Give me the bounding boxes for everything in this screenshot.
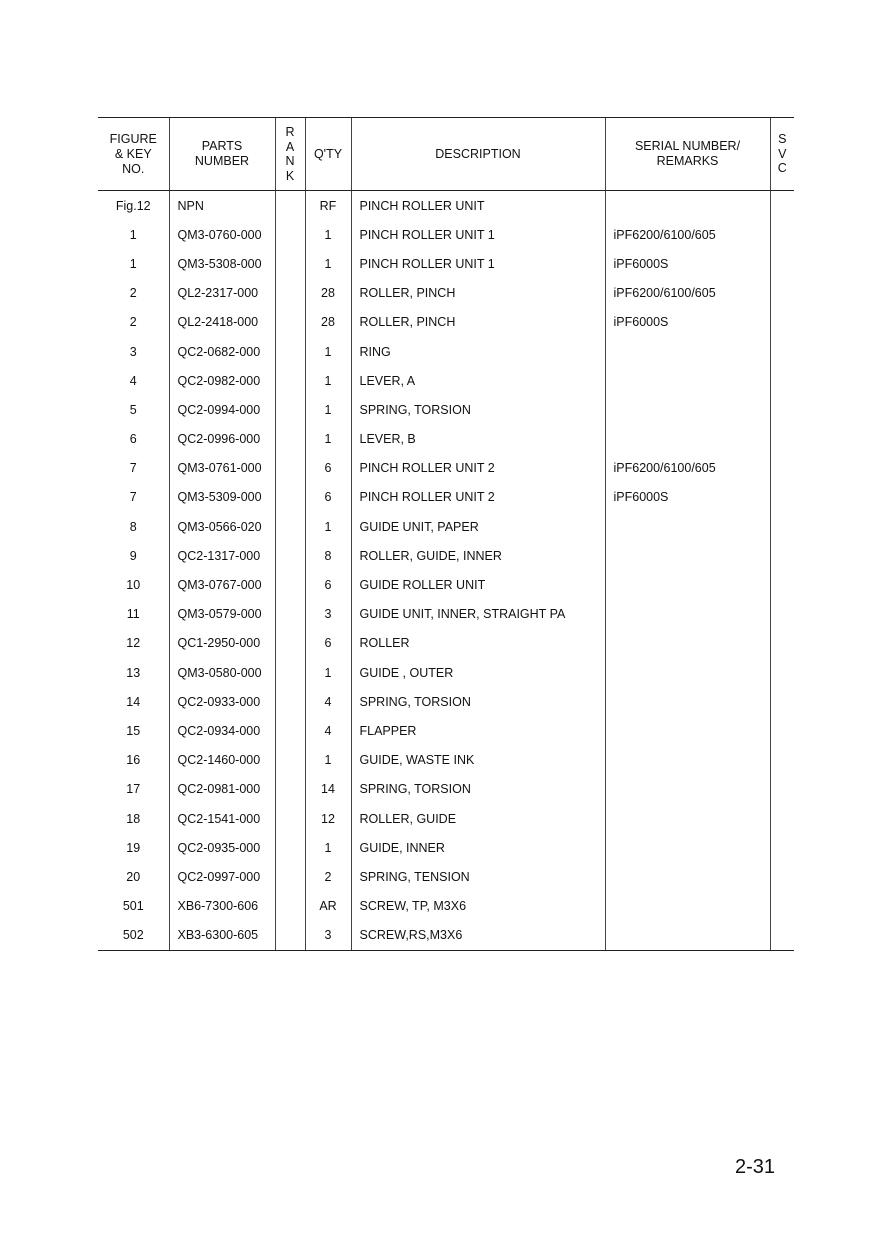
table-row: [98, 454, 794, 483]
rank-cell: [275, 629, 305, 658]
table-row: [98, 249, 794, 278]
description-cell: GUIDE , OUTER: [351, 658, 605, 687]
description-cell: GUIDE ROLLER UNIT: [351, 570, 605, 599]
figure-key-cell: 502: [98, 921, 169, 951]
figure-key-cell: 2: [129, 286, 137, 301]
serial-remarks-cell: [605, 337, 770, 366]
description-cell: ROLLER, GUIDE, INNER: [351, 541, 605, 570]
table-row: [98, 921, 794, 951]
part-number-cell: QC2-0996-000: [169, 425, 275, 454]
svc-cell: [770, 862, 794, 891]
table-row: [98, 570, 794, 599]
part-number-cell: QC2-0682-000: [169, 337, 275, 366]
part-number-cell: QM3-0579-000: [169, 600, 275, 629]
header-serial-remarks: SERIAL NUMBER/ REMARKS: [605, 118, 770, 191]
table-row: [98, 541, 794, 570]
svc-cell: [770, 249, 794, 278]
figure-key-cell: 11: [126, 607, 140, 622]
table-row: [98, 395, 794, 424]
rank-cell: [275, 541, 305, 570]
part-number-cell: XB6-7300-606: [169, 892, 275, 921]
svc-cell: [770, 892, 794, 921]
header-svc: S V C: [770, 118, 794, 191]
description-cell: SPRING, TENSION: [351, 862, 605, 891]
serial-remarks-cell: iPF6200/6100/605: [605, 454, 770, 483]
description-cell: GUIDE UNIT, INNER, STRAIGHT PA: [351, 600, 605, 629]
qty-cell: 6: [305, 454, 351, 483]
figure-key-cell: 4: [129, 373, 137, 388]
serial-remarks-cell: [605, 570, 770, 599]
description-cell: PINCH ROLLER UNIT: [351, 191, 605, 221]
rank-cell: [275, 337, 305, 366]
qty-cell: 3: [305, 600, 351, 629]
serial-remarks-cell: [605, 512, 770, 541]
serial-remarks-cell: [605, 600, 770, 629]
svc-cell: [770, 279, 794, 308]
part-number-cell: QL2-2317-000: [169, 279, 275, 308]
part-number-cell: QM3-0761-000: [169, 454, 275, 483]
serial-remarks-cell: [605, 921, 770, 951]
svc-cell: [770, 658, 794, 687]
serial-remarks-cell: [605, 541, 770, 570]
part-number-cell: QM3-0566-020: [169, 512, 275, 541]
part-number-cell: QM3-0580-000: [169, 658, 275, 687]
qty-cell: 28: [305, 279, 351, 308]
figure-key-cell: 501: [122, 899, 144, 914]
svc-cell: [770, 775, 794, 804]
description-cell: SCREW, TP, M3X6: [351, 892, 605, 921]
description-cell: PINCH ROLLER UNIT 2: [351, 454, 605, 483]
table-row: [98, 862, 794, 891]
rank-cell: [275, 833, 305, 862]
figure-key-cell: Fig.12: [115, 198, 151, 213]
svc-cell: [770, 337, 794, 366]
figure-key-cell: 2: [129, 315, 137, 330]
serial-remarks-cell: iPF6200/6100/605: [605, 220, 770, 249]
svc-cell: [770, 483, 794, 512]
rank-cell: [275, 308, 305, 337]
svc-cell: [770, 570, 794, 599]
serial-remarks-cell: [605, 746, 770, 775]
table-row: [98, 629, 794, 658]
rank-cell: [275, 804, 305, 833]
part-number-cell: XB3-6300-605: [169, 921, 275, 951]
serial-remarks-cell: iPF6000S: [605, 483, 770, 512]
part-number-cell: QC2-0981-000: [169, 775, 275, 804]
rank-cell: [275, 570, 305, 599]
qty-cell: 1: [305, 746, 351, 775]
table-row: [98, 425, 794, 454]
qty-cell: RF: [305, 191, 351, 221]
serial-remarks-cell: iPF6200/6100/605: [605, 279, 770, 308]
table-row: [98, 833, 794, 862]
rank-cell: [275, 687, 305, 716]
serial-remarks-cell: [605, 716, 770, 745]
description-cell: SPRING, TORSION: [351, 775, 605, 804]
page-number: 2-31: [734, 1156, 775, 1178]
description-cell: GUIDE, INNER: [351, 833, 605, 862]
part-number-cell: QC2-0934-000: [169, 716, 275, 745]
svc-cell: [770, 541, 794, 570]
description-cell: PINCH ROLLER UNIT 1: [351, 220, 605, 249]
description-cell: GUIDE, WASTE INK: [351, 746, 605, 775]
figure-key-cell: 14: [126, 694, 141, 709]
serial-remarks-cell: iPF6000S: [605, 308, 770, 337]
qty-cell: 8: [305, 541, 351, 570]
serial-remarks-cell: iPF6000S: [605, 249, 770, 278]
figure-key-cell: 3: [129, 344, 137, 359]
rank-cell: [275, 425, 305, 454]
qty-cell: 6: [305, 570, 351, 599]
header-rank: R A N K: [275, 118, 305, 191]
table-row: [98, 308, 794, 337]
qty-cell: 4: [305, 687, 351, 716]
part-number-cell: QM3-5309-000: [169, 483, 275, 512]
rank-cell: [275, 483, 305, 512]
table-row: [98, 279, 794, 308]
serial-remarks-cell: [605, 804, 770, 833]
serial-remarks-cell: [605, 862, 770, 891]
rank-cell: [275, 249, 305, 278]
rank-cell: [275, 279, 305, 308]
description-cell: SPRING, TORSION: [351, 687, 605, 716]
rank-cell: [275, 600, 305, 629]
figure-key-cell: 13: [126, 665, 141, 680]
rank-cell: [275, 775, 305, 804]
svc-cell: [770, 600, 794, 629]
figure-key-cell: 18: [126, 811, 141, 826]
rank-cell: [275, 892, 305, 921]
qty-cell: 1: [305, 512, 351, 541]
svc-cell: [770, 629, 794, 658]
qty-cell: 6: [305, 483, 351, 512]
table-row: [98, 687, 794, 716]
qty-cell: 1: [305, 658, 351, 687]
part-number-cell: QL2-2418-000: [169, 308, 275, 337]
svc-cell: [770, 308, 794, 337]
table-row: [98, 746, 794, 775]
part-number-cell: NPN: [169, 191, 275, 221]
parts-table-header: [98, 118, 794, 191]
qty-cell: 14: [305, 775, 351, 804]
rank-cell: [275, 716, 305, 745]
header-parts-number: PARTS NUMBER: [169, 118, 275, 191]
description-cell: SCREW,RS,M3X6: [351, 921, 605, 951]
svc-cell: [770, 746, 794, 775]
qty-cell: 6: [305, 629, 351, 658]
part-number-cell: QM3-0760-000: [169, 220, 275, 249]
rank-cell: [275, 512, 305, 541]
svc-cell: [770, 366, 794, 395]
serial-remarks-cell: [605, 658, 770, 687]
figure-key-cell: 5: [129, 402, 137, 417]
part-number-cell: QC2-0997-000: [169, 862, 275, 891]
serial-remarks-cell: [605, 395, 770, 424]
rank-cell: [275, 366, 305, 395]
rank-cell: [275, 658, 305, 687]
table-row: [98, 512, 794, 541]
description-cell: FLAPPER: [351, 716, 605, 745]
serial-remarks-cell: [605, 425, 770, 454]
description-cell: GUIDE UNIT, PAPER: [351, 512, 605, 541]
qty-cell: AR: [305, 892, 351, 921]
rank-cell: [275, 921, 305, 951]
qty-cell: 1: [305, 366, 351, 395]
part-number-cell: QC2-0933-000: [169, 687, 275, 716]
qty-cell: 28: [305, 308, 351, 337]
qty-cell: 1: [305, 395, 351, 424]
serial-remarks-cell: [605, 191, 770, 221]
description-cell: SPRING, TORSION: [351, 395, 605, 424]
svc-cell: [770, 716, 794, 745]
figure-key-cell: 20: [126, 869, 141, 884]
description-cell: ROLLER, PINCH: [351, 308, 605, 337]
description-cell: ROLLER, GUIDE: [351, 804, 605, 833]
table-row: [98, 366, 794, 395]
svc-cell: [770, 512, 794, 541]
serial-remarks-cell: [605, 775, 770, 804]
table-row: [98, 191, 794, 221]
figure-key-cell: 16: [126, 753, 141, 768]
figure-key-cell: 7: [129, 461, 137, 476]
svc-cell: [770, 425, 794, 454]
table-row: [98, 658, 794, 687]
serial-remarks-cell: [605, 629, 770, 658]
serial-remarks-cell: [605, 687, 770, 716]
part-number-cell: QC2-1460-000: [169, 746, 275, 775]
part-number-cell: QC2-0982-000: [169, 366, 275, 395]
figure-key-cell: 19: [126, 840, 141, 855]
description-cell: RING: [351, 337, 605, 366]
qty-cell: 1: [305, 220, 351, 249]
description-cell: PINCH ROLLER UNIT 1: [351, 249, 605, 278]
svc-cell: [770, 921, 794, 951]
part-number-cell: QM3-5308-000: [169, 249, 275, 278]
rank-cell: [275, 454, 305, 483]
figure-key-cell: 7: [129, 490, 137, 505]
description-cell: ROLLER: [351, 629, 605, 658]
qty-cell: 4: [305, 716, 351, 745]
figure-key-cell: 8: [129, 519, 137, 534]
header-qty: Q'TY: [305, 118, 351, 191]
table-row: [98, 775, 794, 804]
figure-key-cell: 10: [126, 578, 141, 593]
part-number-cell: QC2-0994-000: [169, 395, 275, 424]
part-number-cell: QC2-1317-000: [169, 541, 275, 570]
rank-cell: [275, 220, 305, 249]
part-number-cell: QC2-1541-000: [169, 804, 275, 833]
svc-cell: [770, 395, 794, 424]
header-description: DESCRIPTION: [351, 118, 605, 191]
qty-cell: 1: [305, 833, 351, 862]
part-number-cell: QC2-0935-000: [169, 833, 275, 862]
part-number-cell: QM3-0767-000: [169, 570, 275, 599]
description-cell: LEVER, B: [351, 425, 605, 454]
figure-key-cell: 1: [129, 227, 137, 242]
parts-table: [98, 117, 794, 951]
description-cell: PINCH ROLLER UNIT 2: [351, 483, 605, 512]
rank-cell: [275, 862, 305, 891]
header-figure-key-no: FIGURE & KEY NO.: [98, 118, 169, 191]
figure-key-cell: 12: [126, 636, 141, 651]
svc-cell: [770, 833, 794, 862]
figure-key-cell: 9: [129, 548, 137, 563]
qty-cell: 1: [305, 249, 351, 278]
parts-table-body: [98, 191, 794, 951]
table-row: [98, 483, 794, 512]
svc-cell: [770, 454, 794, 483]
description-cell: LEVER, A: [351, 366, 605, 395]
rank-cell: [275, 746, 305, 775]
table-row: [98, 337, 794, 366]
figure-key-cell: 17: [126, 782, 141, 797]
figure-key-cell: 6: [129, 432, 137, 447]
svc-cell: [770, 804, 794, 833]
qty-cell: 2: [305, 862, 351, 891]
description-cell: ROLLER, PINCH: [351, 279, 605, 308]
table-row: [98, 716, 794, 745]
figure-key-cell: 15: [126, 723, 141, 738]
rank-cell: [275, 191, 305, 221]
part-number-cell: QC1-2950-000: [169, 629, 275, 658]
serial-remarks-cell: [605, 833, 770, 862]
svc-cell: [770, 220, 794, 249]
serial-remarks-cell: [605, 366, 770, 395]
figure-key-cell: 1: [129, 256, 137, 271]
qty-cell: 1: [305, 425, 351, 454]
qty-cell: 12: [305, 804, 351, 833]
table-row: [98, 892, 794, 921]
qty-cell: 1: [305, 337, 351, 366]
svc-cell: [770, 191, 794, 221]
qty-cell: 3: [305, 921, 351, 951]
table-row: [98, 220, 794, 249]
svc-cell: [770, 687, 794, 716]
rank-cell: [275, 395, 305, 424]
serial-remarks-cell: [605, 892, 770, 921]
table-row: [98, 804, 794, 833]
table-row: [98, 600, 794, 629]
